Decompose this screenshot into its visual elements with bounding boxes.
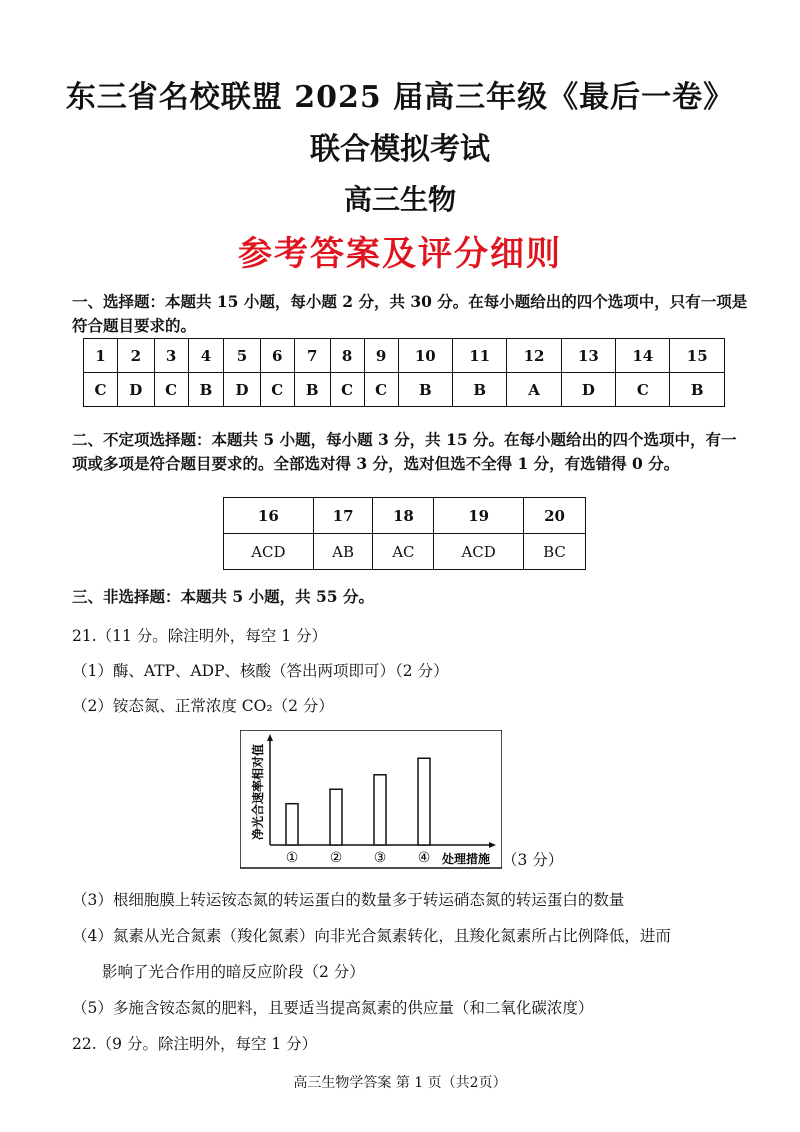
net-photosynthesis-chart [240,730,502,870]
question-number-cell-11: 11 [452,339,506,373]
bar-2 [330,789,342,845]
question-number-cell-4: 4 [188,339,224,373]
section3-instructions: 三、非选择题：本题共 5 小题，共 55 分。 [72,587,374,606]
answer-cell-1: ACD [224,534,314,570]
answer-cell-9: C [364,373,398,407]
question-number-cell-2: 2 [118,339,154,373]
bar-4 [418,758,430,845]
answer-cell-13: D [561,373,615,407]
title-line2: 联合模拟考试 [310,132,490,167]
q21-heading: 21.（11 分。除注明外，每空 1 分） [72,627,328,645]
answer-cell-2: D [118,373,154,407]
question-number-cell-15: 15 [670,339,725,373]
question-number-cell-5: 20 [524,498,586,534]
number-row [84,339,725,373]
answer-cell-6: C [260,373,294,407]
chart-frame [240,730,502,868]
question-number-cell-10: 10 [398,339,452,373]
chart-score: （3 分） [502,851,564,869]
answer-cell-12: A [507,373,561,407]
section2-instructions: 二、不定项选择题：本题共 5 小题，每小题 3 分，共 15 分。在每小题给出的四个选项中，有一项或多项是符合题目要求的。全部选对得 3 分，选对但选不全得 1 分，有选错得 0 分。 [72,430,737,473]
q21-answer-1: （1）酶、ATP、ADP、核酸（答出两项即可）（2 分） [72,662,449,680]
section2-answer-table [223,497,586,570]
x-axis-arrow [489,842,496,848]
question-number-cell-3: 18 [373,498,434,534]
answer-cell-8: C [330,373,364,407]
bar-3 [374,775,386,845]
answer-cell-7: B [294,373,330,407]
question-number-cell-6: 6 [260,339,294,373]
subject-title: 高三生物 [343,183,456,216]
title-line1: 东三省名校联盟 2025 届高三年级《最后一卷》 [65,80,735,115]
category-label-2: ② [329,850,343,866]
answer-cell-3: AC [373,534,434,570]
answer-row [224,534,586,570]
answer-cell-5: D [224,373,260,407]
category-label-4: ④ [417,850,431,866]
answer-cell-5: BC [524,534,586,570]
answer-cell-4: ACD [434,534,524,570]
q21-answer-4-line1: （4）氮素从光合氮素（羧化氮素）向非光合氮素转化，且羧化氮素所占比例降低，进而 [72,927,671,945]
q22-heading: 22.（9 分。除注明外，每空 1 分） [72,1035,318,1053]
number-row [224,498,586,534]
x-axis-label: 处理措施 [442,852,491,866]
question-number-cell-1: 1 [84,339,118,373]
question-number-cell-3: 3 [154,339,188,373]
question-number-cell-5: 5 [224,339,260,373]
page-footer: 高三生物学答案 第 1 页（共2页） [293,1075,507,1091]
chart-bars [286,758,431,866]
question-number-cell-13: 13 [561,339,615,373]
answer-cell-2: AB [313,534,373,570]
answer-row [84,373,725,407]
y-axis-arrow [267,734,273,741]
question-number-cell-7: 7 [294,339,330,373]
answer-cell-4: B [188,373,224,407]
answer-cell-3: C [154,373,188,407]
question-number-cell-4: 19 [434,498,524,534]
bar-1 [286,804,298,845]
answer-cell-14: C [616,373,670,407]
question-number-cell-14: 14 [616,339,670,373]
question-number-cell-12: 12 [507,339,561,373]
answer-cell-1: C [84,373,118,407]
q21-answer-5: （5）多施含铵态氮的肥料，且要适当提高氮素的供应量（和二氧化碳浓度） [72,999,594,1017]
section1-answer-table [83,338,725,407]
question-number-cell-1: 16 [224,498,314,534]
document-title: 参考答案及评分细则 [238,234,562,274]
answer-cell-10: B [398,373,452,407]
q21-answer-2: （2）铵态氮、正常浓度 CO₂（2 分） [72,697,334,715]
category-label-1: ① [285,850,299,866]
category-label-3: ③ [373,850,387,866]
question-number-cell-9: 9 [364,339,398,373]
question-number-cell-8: 8 [330,339,364,373]
answer-cell-11: B [452,373,506,407]
q21-answer-4-line2: 影响了光合作用的暗反应阶段（2 分） [102,963,365,981]
y-axis-label: 净光合速率相对值 [251,743,265,841]
answer-cell-15: B [670,373,725,407]
q21-answer-3: （3）根细胞膜上转运铵态氮的转运蛋白的数量多于转运硝态氮的转运蛋白的数量 [72,891,625,909]
section1-instructions: 一、选择题：本题共 15 小题，每小题 2 分，共 30 分。在每小题给出的四个选项中，只有一项是符合题目要求的。 [72,292,748,335]
question-number-cell-2: 17 [313,498,373,534]
